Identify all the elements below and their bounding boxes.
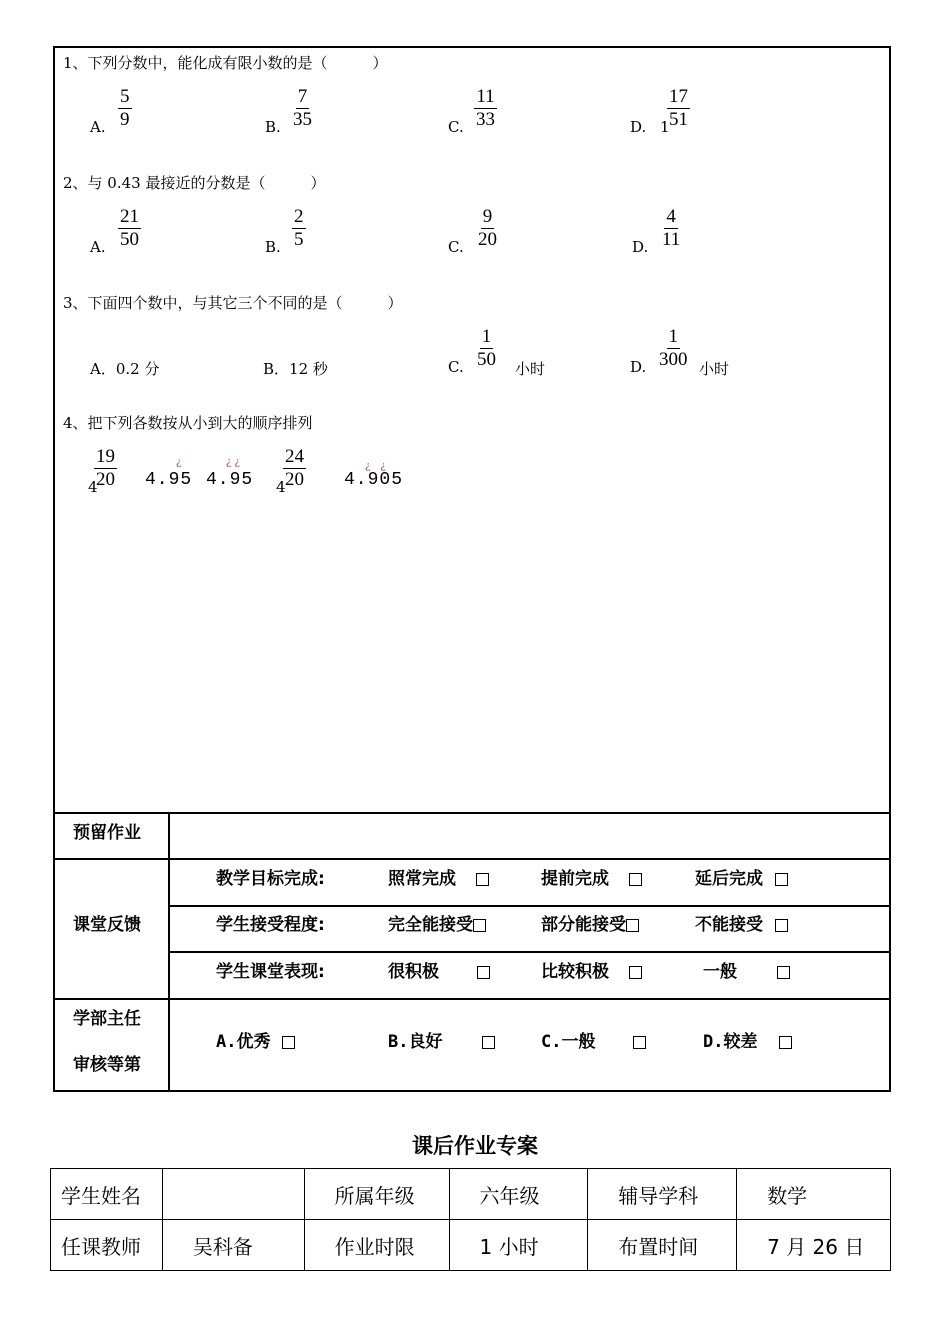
q3-option-d-unit: 小时 bbox=[699, 360, 730, 378]
assign-time-label: 布置时间 bbox=[588, 1220, 737, 1271]
q4-number-3: 4.95 bbox=[206, 470, 254, 490]
q1-option-c-label: C. bbox=[448, 118, 464, 136]
checkbox-icon[interactable] bbox=[482, 1036, 495, 1049]
director-label-line1: 学部主任 bbox=[73, 1009, 141, 1029]
grade-value: 六年级 bbox=[449, 1169, 588, 1220]
row3-option-1[interactable]: 很积极 bbox=[388, 957, 490, 982]
checkbox-icon[interactable] bbox=[629, 873, 642, 886]
row1-option-2[interactable]: 提前完成 bbox=[541, 864, 642, 889]
q2-option-b-label: B. bbox=[265, 238, 281, 256]
assign-time-value: 7 月 26 日 bbox=[737, 1220, 891, 1271]
time-limit-label: 作业时限 bbox=[304, 1220, 449, 1271]
teacher-label: 任课教师 bbox=[51, 1220, 163, 1271]
question-4-text: 4、把下列各数按从小到大的顺序排列 bbox=[63, 414, 313, 432]
subject-label: 辅导学科 bbox=[588, 1169, 737, 1220]
q1-option-b-fraction: $\frac{7}{35}$ bbox=[293, 86, 312, 130]
reserved-homework-label: 预留作业 bbox=[73, 823, 141, 843]
q2-option-d-label: D. bbox=[632, 238, 649, 256]
q2-option-a-label: A. bbox=[90, 238, 106, 256]
table-divider bbox=[169, 951, 891, 953]
table-divider bbox=[53, 858, 891, 860]
q1-option-d-fraction: $\frac{17}{51}$ bbox=[669, 86, 688, 130]
question-1-text: 1、下列分数中，能化成有限小数的是（ ） bbox=[63, 54, 388, 72]
q1-option-c-fraction: $\frac{11}{33}$ bbox=[476, 86, 495, 130]
row1-option-1[interactable]: 照常完成 bbox=[388, 864, 489, 889]
grade-option-d[interactable]: D.较差 bbox=[703, 1027, 792, 1052]
q4-number-2: 4.95 bbox=[145, 470, 193, 490]
student-name-label: 学生姓名 bbox=[51, 1169, 163, 1220]
q4-number-4-whole: 4 bbox=[276, 478, 286, 496]
q2-option-b-fraction: $\frac{2}{5}$ bbox=[294, 206, 304, 250]
checkbox-icon[interactable] bbox=[775, 919, 788, 932]
grade-option-a[interactable]: A.优秀 bbox=[216, 1027, 295, 1052]
table-row bbox=[51, 1220, 891, 1271]
homework-title: 课后作业专案 bbox=[412, 1134, 538, 1158]
table-divider bbox=[169, 905, 891, 907]
row2-option-1[interactable]: 完全能接受 bbox=[388, 910, 486, 935]
subject-value: 数学 bbox=[737, 1169, 891, 1220]
q4-number-4-fraction: $\frac{24}{20}$ bbox=[285, 446, 304, 490]
q2-option-a-fraction: $\frac{21}{50}$ bbox=[120, 206, 139, 250]
table-row bbox=[51, 1169, 891, 1220]
class-feedback-label: 课堂反馈 bbox=[73, 915, 141, 935]
q1-option-d-label: D. bbox=[630, 118, 647, 136]
teacher-value: 吴科备 bbox=[162, 1220, 304, 1271]
q4-number-1-whole: 4 bbox=[88, 478, 98, 496]
row3-option-3[interactable]: 一般 bbox=[703, 957, 790, 982]
question-3-text: 3、下面四个数中，与其它三个不同的是（ ） bbox=[63, 294, 403, 312]
row2-option-2[interactable]: 部分能接受 bbox=[541, 910, 639, 935]
table-divider bbox=[53, 812, 891, 814]
checkbox-icon[interactable] bbox=[626, 919, 639, 932]
q4-number-5-repeat-dots: ¿ ¿ bbox=[365, 461, 386, 472]
q4-number-3-repeat-dots: ¿ ¿ bbox=[226, 457, 240, 468]
q3-option-a: A．0.2 分 bbox=[90, 360, 160, 378]
q4-number-5: 4.905 bbox=[344, 470, 404, 490]
q2-option-d-fraction: $\frac{4}{11}$ bbox=[662, 206, 681, 250]
q3-option-c-unit: 小时 bbox=[515, 360, 546, 378]
homework-info-table bbox=[50, 1168, 891, 1271]
row2-option-3[interactable]: 不能接受 bbox=[695, 910, 788, 935]
q2-option-c-fraction: $\frac{9}{20}$ bbox=[478, 206, 497, 250]
row1-label: 教学目标完成: bbox=[216, 869, 325, 889]
checkbox-icon[interactable] bbox=[477, 966, 490, 979]
question-2-text: 2、与 0.43 最接近的分数是（ ） bbox=[63, 174, 326, 192]
row3-label: 学生课堂表现: bbox=[216, 962, 325, 982]
q1-option-d-whole: 1 bbox=[660, 118, 670, 136]
q3-option-d-label: D. bbox=[630, 358, 647, 376]
checkbox-icon[interactable] bbox=[282, 1036, 295, 1049]
checkbox-icon[interactable] bbox=[775, 873, 788, 886]
q1-option-a-fraction: $\frac{5}{9}$ bbox=[120, 86, 130, 130]
time-limit-value: 1 小时 bbox=[449, 1220, 588, 1271]
checkbox-icon[interactable] bbox=[476, 873, 489, 886]
q1-option-a-label: A. bbox=[90, 118, 106, 136]
q4-number-1-fraction: $\frac{19}{20}$ bbox=[96, 446, 115, 490]
grade-option-c[interactable]: C.一般 bbox=[541, 1027, 646, 1052]
row1-option-3[interactable]: 延后完成 bbox=[695, 864, 788, 889]
checkbox-icon[interactable] bbox=[629, 966, 642, 979]
checkbox-icon[interactable] bbox=[777, 966, 790, 979]
director-label-line2: 审核等第 bbox=[73, 1055, 141, 1075]
checkbox-icon[interactable] bbox=[633, 1036, 646, 1049]
q2-option-c-label: C. bbox=[448, 238, 464, 256]
checkbox-icon[interactable] bbox=[473, 919, 486, 932]
student-name-value[interactable] bbox=[162, 1169, 304, 1220]
row2-label: 学生接受程度: bbox=[216, 915, 325, 935]
grade-option-b[interactable]: B.良好 bbox=[388, 1027, 495, 1052]
table-column-divider bbox=[168, 812, 170, 1092]
checkbox-icon[interactable] bbox=[779, 1036, 792, 1049]
q4-number-2-repeat-dots: ¿ bbox=[176, 457, 182, 468]
grade-label: 所属年级 bbox=[304, 1169, 449, 1220]
row3-option-2[interactable]: 比较积极 bbox=[541, 957, 642, 982]
q3-option-c-label: C. bbox=[448, 358, 464, 376]
q3-option-d-fraction: $\frac{1}{300}$ bbox=[659, 326, 688, 370]
q1-option-b-label: B. bbox=[265, 118, 281, 136]
q3-option-c-fraction: $\frac{1}{50}$ bbox=[477, 326, 496, 370]
worksheet-frame bbox=[53, 46, 891, 1092]
table-divider bbox=[53, 998, 891, 1000]
q3-option-b: B．12 秒 bbox=[263, 360, 328, 378]
